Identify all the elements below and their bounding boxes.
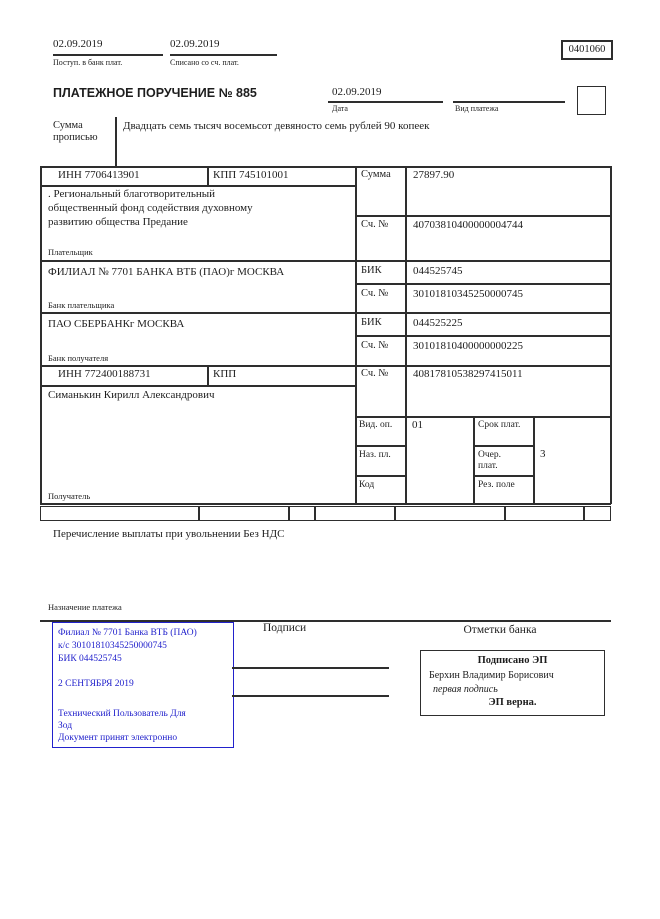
payee-kpp-label: КПП	[213, 368, 237, 380]
code-label: Код	[359, 480, 375, 490]
table-line	[40, 312, 611, 314]
signature-line-2	[232, 695, 389, 697]
op-kind-value: 01	[412, 419, 423, 431]
table-line	[40, 185, 355, 187]
document-date: 02.09.2019	[332, 86, 382, 98]
payment-order-value: 3	[540, 448, 546, 460]
bank-marks-label: Отметки банка	[463, 624, 537, 636]
table-line	[207, 365, 209, 386]
budget-field-divider	[314, 507, 316, 520]
table-line	[355, 475, 405, 477]
payer-name-line1: . Региональный благотворительный	[48, 188, 215, 200]
payer-bank-bik-value: 044525745	[413, 265, 463, 277]
table-line	[40, 385, 355, 387]
budget-field-divider	[198, 507, 200, 520]
table-line	[40, 260, 611, 262]
budget-fields-row	[40, 506, 611, 521]
eseal-stamp-box	[420, 650, 605, 716]
table-line	[40, 365, 611, 367]
payee-inn: ИНН 772400188731	[58, 368, 151, 380]
payer-account-value: 40703810400000004744	[413, 219, 523, 231]
payee-bank-name: ПАО СБЕРБАНКг МОСКВА	[48, 318, 185, 330]
budget-field-divider	[583, 507, 585, 520]
signature-line-1	[232, 667, 389, 669]
payment-purpose-code-label: Наз. пл.	[359, 450, 391, 460]
payment-order-label: Очер. плат.	[478, 450, 501, 471]
payee-bank-bik-value: 044525225	[413, 317, 463, 329]
budget-field-divider	[394, 507, 396, 520]
payee-account-value: 40817810538297415011	[413, 368, 523, 380]
budget-field-divider	[288, 507, 290, 520]
payment-type-underline	[453, 101, 565, 103]
eseal-date-line: 2 СЕНТЯБРЯ 2019	[58, 679, 134, 689]
table-line	[40, 166, 42, 504]
stamp-signer-name: Берхин Владимир Борисович	[429, 670, 554, 681]
date-underline	[328, 101, 443, 103]
table-line	[355, 166, 357, 504]
sum-value: 27897.90	[413, 169, 455, 181]
purpose-label: Назначение платежа	[48, 602, 122, 612]
payment-term-label: Срок плат.	[478, 420, 521, 430]
payee-bank-account-value: 30101810400000000225	[413, 340, 523, 352]
signatures-label: Подписи	[263, 622, 307, 634]
payer-kpp: КПП 745101001	[213, 169, 289, 181]
payee-bank-account-label: Сч. №	[361, 340, 389, 351]
payer-name-line3: развитию общества Предание	[48, 216, 188, 228]
budget-field-divider	[504, 507, 506, 520]
payer-inn: ИНН 7706413901	[58, 169, 140, 181]
received-date-underline	[53, 54, 163, 56]
eseal-bank-line: Филиал № 7701 Банка ВТБ (ПАО)	[58, 628, 197, 638]
table-line	[473, 475, 533, 477]
table-line	[355, 283, 611, 285]
table-line	[207, 166, 209, 186]
eseal-user-line1: Технический Пользователь Для	[58, 709, 186, 719]
payee-account-label: Сч. №	[361, 368, 389, 379]
received-in-bank-label: Поступ. в банк плат.	[53, 58, 123, 67]
payer-bank-account-label: Сч. №	[361, 288, 389, 299]
eseal-bik-line: БИК 044525745	[58, 654, 122, 664]
date-label: Дата	[332, 104, 348, 113]
payment-type-box	[577, 86, 606, 115]
eseal-user-line2: Зод	[58, 721, 73, 731]
table-line	[405, 166, 407, 504]
table-line	[355, 335, 611, 337]
payer-label: Плательщик	[48, 247, 93, 257]
payer-bank-bik-label: БИК	[361, 265, 382, 276]
received-in-bank-date: 02.09.2019	[53, 38, 103, 50]
payee-name: Симанькин Кирилл Александрович	[48, 389, 215, 401]
written-off-label: Списано со сч. плат.	[170, 58, 239, 67]
table-line	[40, 166, 611, 168]
amount-in-words-divider	[115, 117, 117, 166]
op-kind-label: Вид. оп.	[359, 420, 393, 430]
written-off-date-underline	[170, 54, 277, 56]
table-line	[355, 445, 405, 447]
payee-label: Получатель	[48, 491, 91, 501]
written-off-date: 02.09.2019	[170, 38, 220, 50]
form-code-box: 0401060	[561, 40, 613, 60]
stamp-signature-kind: первая подпись	[433, 684, 498, 695]
amount-in-words-value: Двадцать семь тысяч восемьсот девяносто семь рублей 90 копеек	[123, 120, 430, 132]
table-line	[533, 416, 535, 504]
stamp-valid-label: ЭП верна.	[488, 697, 537, 708]
payer-bank-label: Банк плательщика	[48, 300, 115, 310]
payee-bank-bik-label: БИК	[361, 317, 382, 328]
sum-label: Сумма	[361, 169, 391, 180]
eseal-corr-account-line: к/с 30101810345250000745	[58, 641, 167, 651]
table-line	[355, 416, 611, 418]
table-line	[610, 166, 612, 504]
payment-type-label: Вид платежа	[455, 104, 499, 113]
table-line	[40, 503, 611, 505]
payer-name-line2: общественный фонд содействия духовному	[48, 202, 253, 214]
table-line	[355, 215, 611, 217]
table-line	[473, 445, 533, 447]
document-title: ПЛАТЕЖНОЕ ПОРУЧЕНИЕ № 885	[53, 86, 257, 100]
table-line	[473, 416, 475, 504]
reserve-field-label: Рез. поле	[478, 480, 515, 490]
purpose-text: Перечисление выплаты при увольнении Без НДС	[53, 528, 285, 540]
payer-bank-name: ФИЛИАЛ № 7701 БАНКА ВТБ (ПАО)г МОСКВА	[48, 266, 285, 278]
payee-bank-label: Банк получателя	[48, 353, 109, 363]
eseal-accepted-line: Документ принят электронно	[58, 733, 178, 743]
stamp-signed-label: Подписано ЭП	[477, 655, 548, 666]
payer-bank-account-value: 30101810345250000745	[413, 288, 523, 300]
amount-in-words-label: Сумма прописью	[53, 120, 98, 143]
payer-account-label: Сч. №	[361, 219, 389, 230]
